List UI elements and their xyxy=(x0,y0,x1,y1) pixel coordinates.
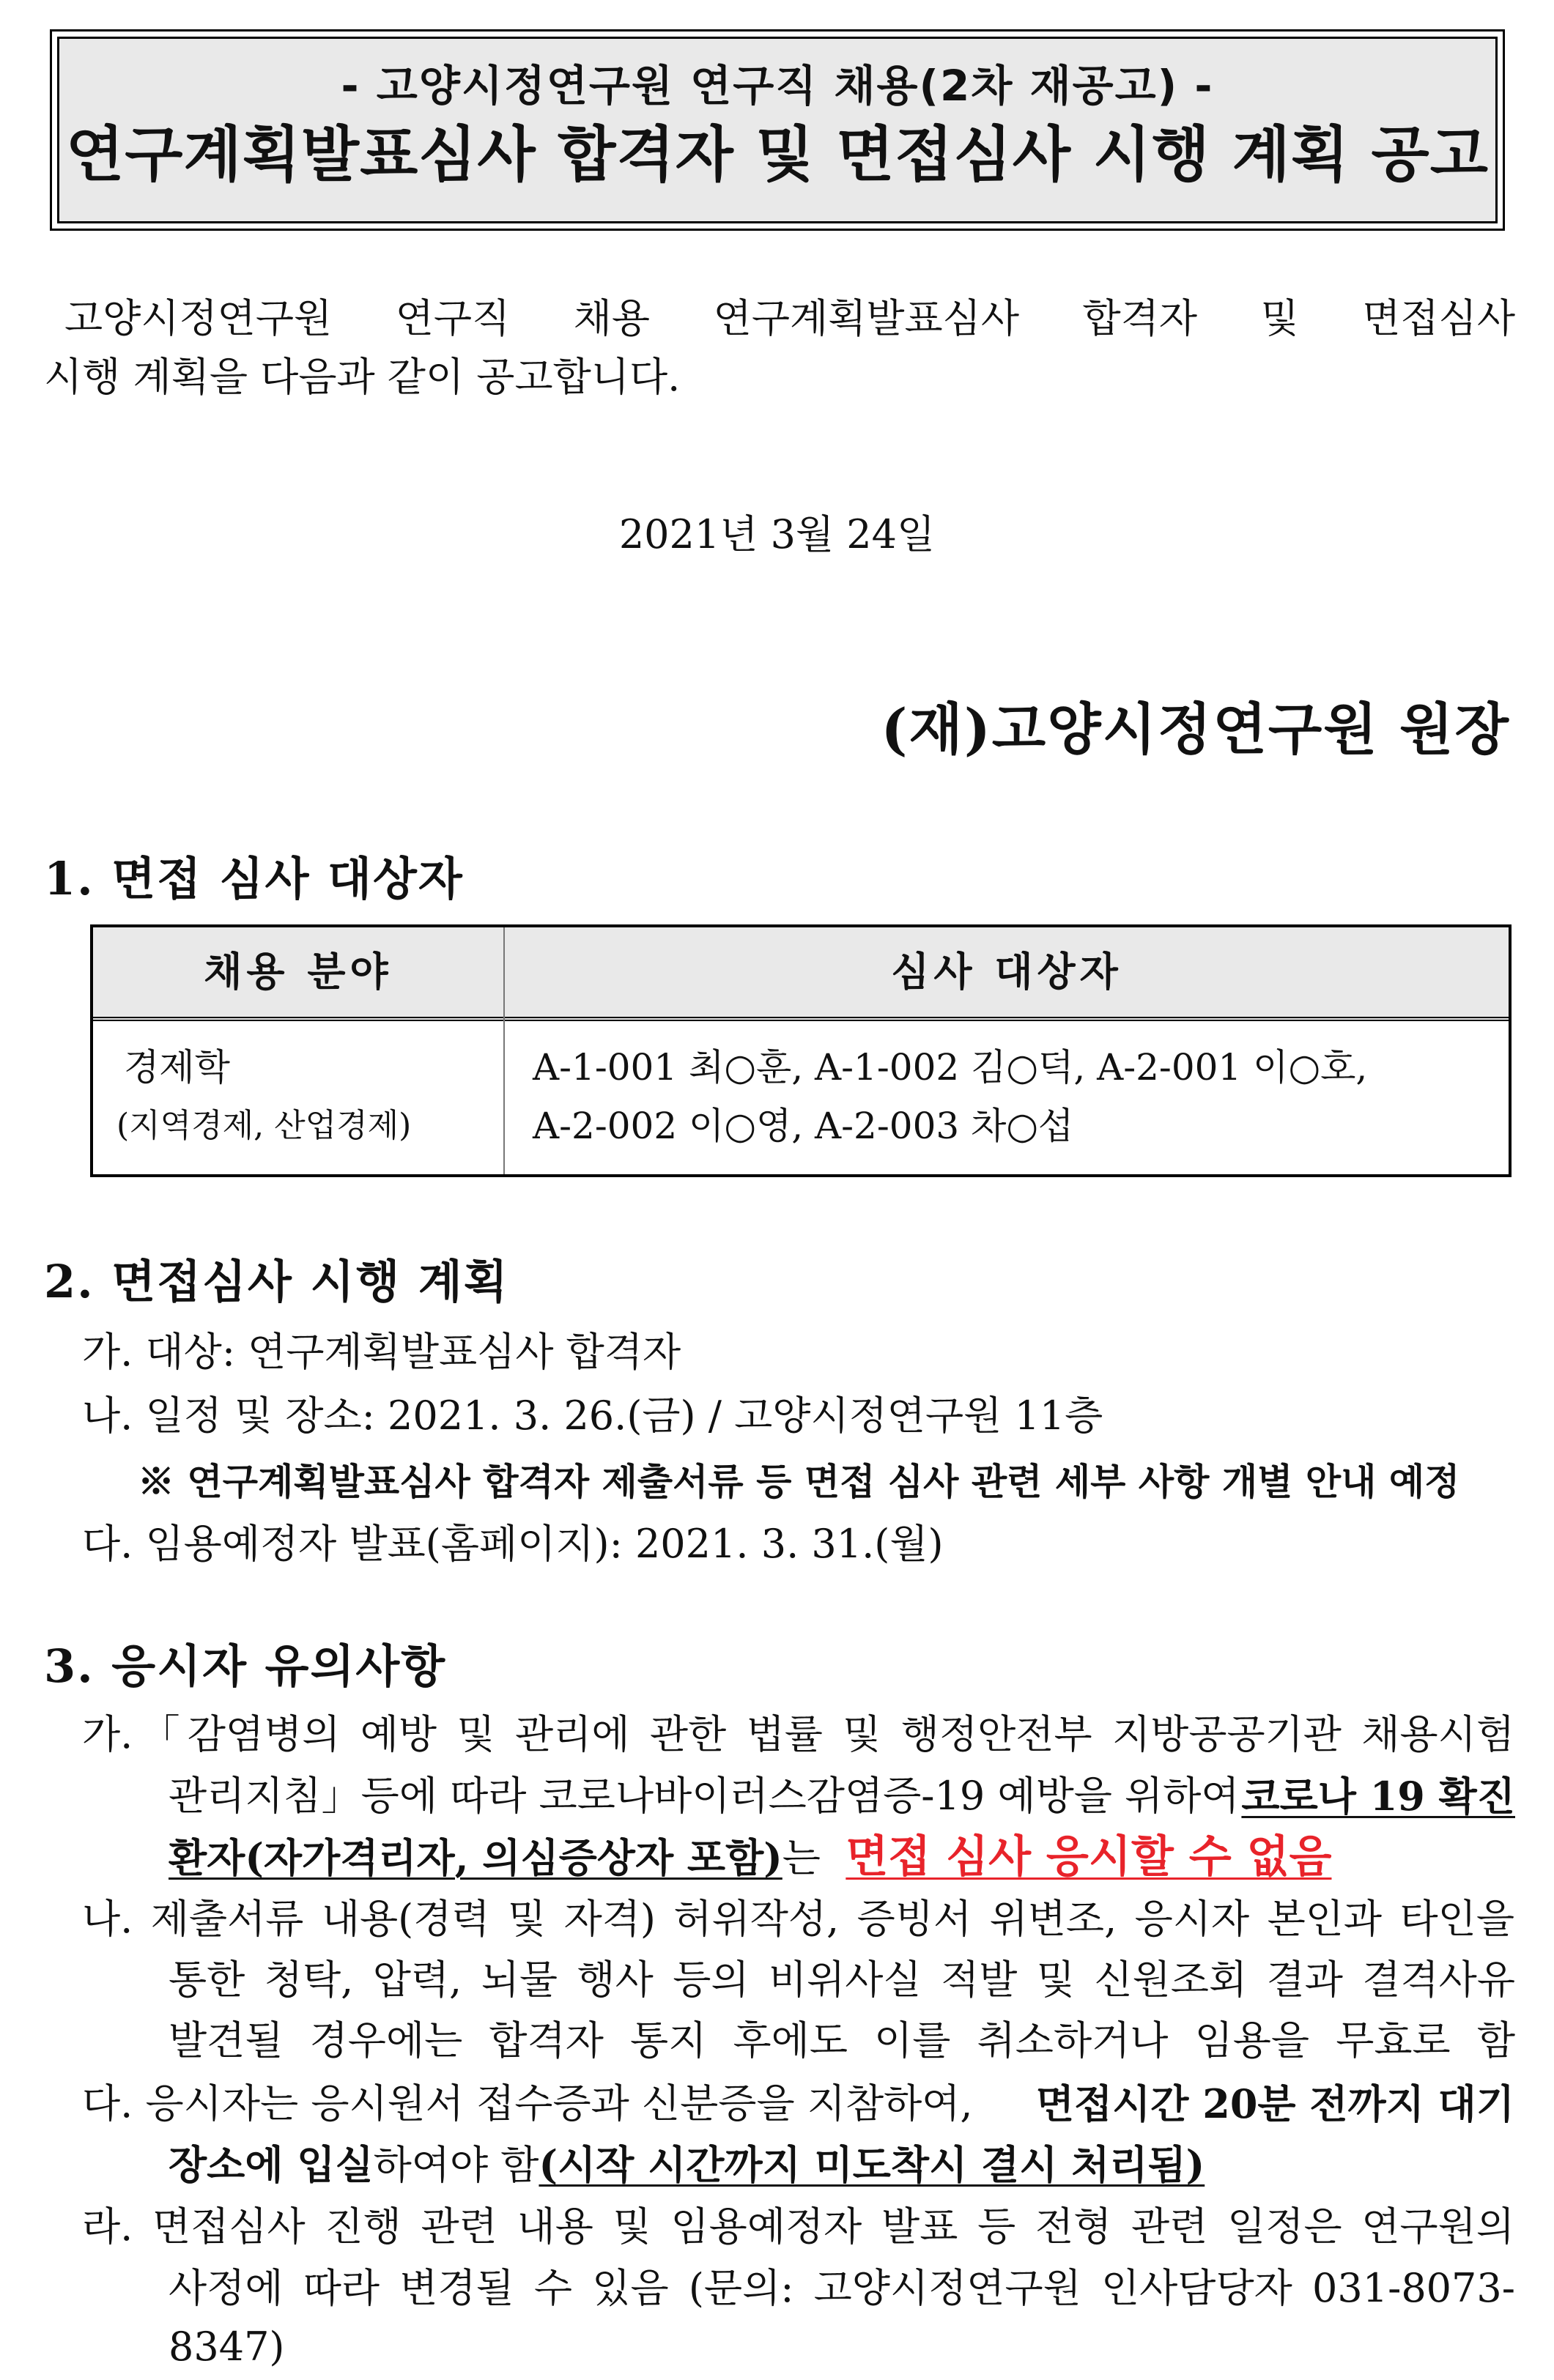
plan-item-schedule: 나. 일정 및 장소: 2021. 3. 26.(금) / 고양시정연구원 11층 xyxy=(82,1393,1103,1439)
notice-da-text: 다. 응시자는 응시원서 접수증과 신분증을 지참하여, xyxy=(82,2080,973,2127)
announcement-title: 연구계획발표심사 합격자 및 면접심사 시행 계획 공고 xyxy=(66,120,1489,190)
announcement-date: 2021년 3월 24일 xyxy=(618,511,936,557)
notice-ga-text: 관리지침」등에 따라 코로나바이러스감염증-19 예방을 위하여 xyxy=(169,1773,1240,1819)
notice-ga-line-1: 가.「감염병의 예방 및 관리에 관한 법률 및 행정안전부 지방공공기관 채용시험 xyxy=(82,1711,1514,1757)
notice-da-line-2 xyxy=(169,2135,1205,2195)
announcement-subtitle: - 고양시정연구원 연구직 채용(2차 재공고) - xyxy=(341,61,1214,111)
notice-ra xyxy=(82,2198,1514,2256)
issuer-signature: (재)고양시정연구원 원장 xyxy=(881,697,1510,762)
intro-line-2: 시행 계획을 다음과 같이 공고합니다. xyxy=(44,354,681,400)
notice-na-line-1: 나. 제출서류 내용(경력 및 자격) 허위작성, 증빙서 위변조, 응시자 본인과 타인을 xyxy=(82,1896,1514,1942)
notice-ga-patients: 환자(자가격리자, 의심증상자 포함) xyxy=(169,1834,782,1881)
notice-da xyxy=(82,2075,1514,2133)
notice-na-line-3: 발견될 경우에는 합격자 통지 후에도 이를 취소하거나 임용을 무효로 함 xyxy=(169,2017,1515,2064)
candidates-line-2: A-2-002 이○영, A-2-003 차○섭 xyxy=(533,1105,1074,1147)
notice-da-absence: (시작 시간까지 미도착시 결시 처리됨) xyxy=(539,2141,1205,2188)
notice-ra-line-2: 사정에 따라 변경될 수 있음 (문의: 고양시정연구원 인사담당자 031-8073-8347) xyxy=(169,2265,1515,2370)
notice-ra-line-2-wrap xyxy=(169,2259,1515,2376)
intro-paragraph xyxy=(44,289,1515,407)
section-3-title: 3. 응시자 유의사항 xyxy=(44,1639,447,1693)
plan-item-announcement: 다. 임용예정자 발표(홈페이지): 2021. 3. 31.(월) xyxy=(82,1521,944,1567)
field-name: 경제학 xyxy=(124,1046,230,1089)
column-divider xyxy=(503,927,505,1174)
section-2-title: 2. 면접심사 시행 계획 xyxy=(44,1255,509,1308)
notice-ga-warning: 면접 심사 응시할 수 없음 xyxy=(846,1831,1332,1883)
notice-ga-line-2 xyxy=(169,1767,1515,1825)
notice-na-line-3-wrap xyxy=(169,2012,1515,2070)
field-subfields: (지역경제, 산업경제) xyxy=(116,1107,412,1144)
notice-ga xyxy=(82,1705,1514,1764)
section-1-title: 1. 면접 심사 대상자 xyxy=(44,852,464,905)
notice-da-deadline: 면접시간 20분 전까지 대기 xyxy=(1035,2080,1514,2127)
candidates-line-1: A-1-001 최○훈, A-1-002 김○덕, A-2-001 이○호, xyxy=(533,1046,1368,1089)
notice-na xyxy=(82,1890,1514,1949)
notice-ra-line-1: 라. 면접심사 진행 관련 내용 및 임용예정자 발표 등 전형 관련 일정은 연구원의 xyxy=(82,2203,1514,2250)
plan-note: ※ 연구계획발표심사 합격자 제출서류 등 면접 심사 관련 세부 사항 개별 안내 예정 xyxy=(138,1460,1460,1503)
notice-na-line-2: 통한 청탁, 압력, 뇌물 행사 등의 비위사실 적발 및 신원조회 결과 결격사유 xyxy=(169,1957,1515,2003)
notice-ga-confirmed: 코로나 19 확진 xyxy=(1241,1773,1515,1820)
notice-ga-particle: 는 xyxy=(782,1835,821,1881)
header-field: 채용 분야 xyxy=(204,948,393,995)
plan-item-target: 가. 대상: 연구계획발표심사 합격자 xyxy=(82,1329,681,1375)
intro-line-1: 고양시정연구원 연구직 채용 연구계획발표심사 합격자 및 면접심사 xyxy=(64,295,1515,341)
title-box xyxy=(50,29,1505,231)
notice-da-enter: 장소에 입실 xyxy=(169,2141,374,2188)
table-header xyxy=(93,927,1509,1021)
title-inner xyxy=(57,37,1498,223)
notice-na-line-2-wrap xyxy=(169,1951,1515,2009)
header-candidates: 심사 대상자 xyxy=(891,948,1122,995)
notice-da-must: 하여야 함 xyxy=(373,2142,539,2188)
candidates-table xyxy=(90,924,1512,1177)
notice-ga-line-3 xyxy=(169,1828,1331,1888)
